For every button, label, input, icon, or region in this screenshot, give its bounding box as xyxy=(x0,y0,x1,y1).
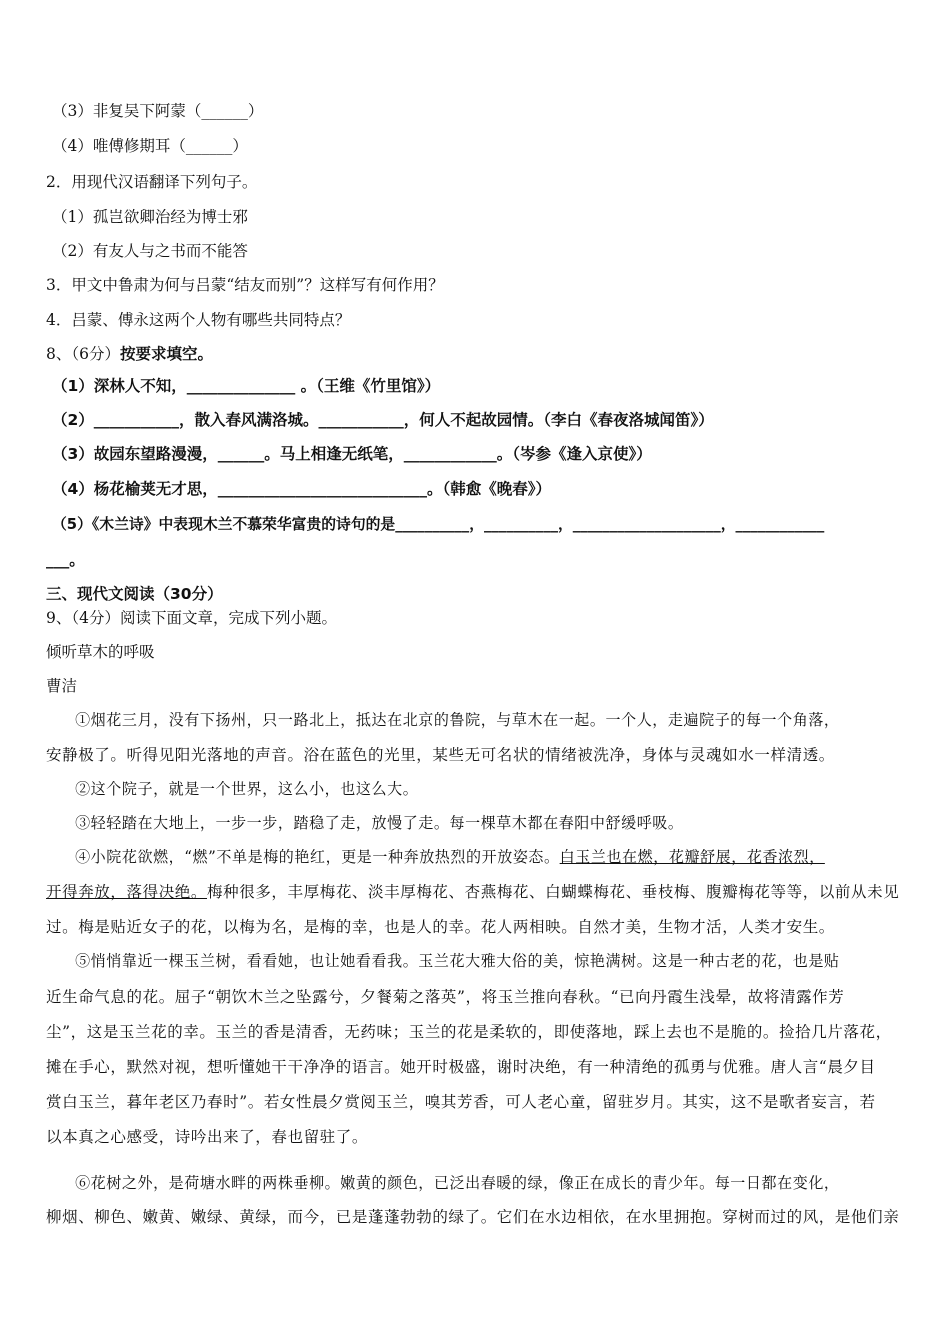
q8-number: 8、（6分） xyxy=(46,345,120,363)
para-5-line-4: 摊在手心，默然对视，想听懂她干干净净的语言。她开时极盛，谢时决绝，有一种清绝的孤勇与优雅。唐人言“晨夕目 xyxy=(46,1058,876,1076)
q7-item-4: （4）唯傅修期耳（______） xyxy=(52,137,248,155)
para-4-line-2 xyxy=(46,881,906,903)
q8-item-3: （3）故园东望路漫漫，______。马上相逢无纸笔，____________。（岑参《逢入京使》） xyxy=(52,445,652,463)
q7-sub3: 3．甲文中鲁肃为何与吕蒙“结友而别”？这样写有何作用？ xyxy=(46,276,444,294)
para-5-line-6: 以本真之心感受，诗吟出来了，春也留驻了。 xyxy=(46,1128,369,1146)
para-6-line-2: 柳烟、柳色、嫩黄、嫩绿、黄绿，而今，已是蓬蓬勃勃的绿了。它们在水边相依，在水里拥抱。穿树而过的风，是他们亲 xyxy=(46,1208,900,1226)
para-2: ②这个院子，就是一个世界，这么小，也这么大。 xyxy=(75,780,419,798)
article-title: 倾听草木的呼吸 xyxy=(46,643,155,661)
para-4-underlined-cont: 开得奔放，落得决绝。 xyxy=(46,883,208,901)
para-4-line-1 xyxy=(46,846,908,868)
q8-item-5-cont: ___。 xyxy=(46,551,85,569)
para-5-line-3: 尘”，这是玉兰花的幸。玉兰的香是清香，无药味；玉兰的花是柔软的，即使落地，踩上去也不是脆的。捡拾几片落花， xyxy=(46,1023,892,1041)
para-5-line-2: 近生命气息的花。屈子“朝饮木兰之坠露兮，夕餐菊之落英”，将玉兰推向春秋。“已向丹霞生浅晕，故将清露作芳 xyxy=(46,988,845,1006)
para-4-text: ④小院花欲燃，“燃”不单是梅的艳红，更是一种奔放热烈的开放姿态。 xyxy=(75,848,560,866)
para-4-text-cont: 梅种很多，丰厚梅花、淡丰厚梅花、杏燕梅花、白蝴蝶梅花、垂枝梅、腹瓣梅花等等，以前从未见 xyxy=(207,883,900,901)
para-5-line-1: ⑤悄悄靠近一棵玉兰树，看看她，也让她看看我。玉兰花大雅大俗的美，惊艳满树。这是一种古老的花，也是贴 xyxy=(75,952,840,970)
q8-header xyxy=(46,343,213,365)
q7-item-3: （3）非复吴下阿蒙（______） xyxy=(52,102,264,120)
q8-item-2: （2）___________，散入春风满洛城。___________，何人不起故园情。（李白《春夜洛城闻笛》） xyxy=(52,411,714,429)
q7-sub2-item-1: （1）孤岂欲卿治经为博士邪 xyxy=(52,208,248,226)
q8-item-4: （4）杨花榆荚无才思，___________________________。（韩愈《晚春》） xyxy=(52,480,552,498)
para-6-line-1: ⑥花树之外，是荷塘水畔的两株垂柳。嫩黄的颜色，已泛出春暖的绿，像正在成长的青少年。每一日都在变化， xyxy=(75,1174,840,1192)
q7-sub2-item-2: （2）有友人与之书而不能答 xyxy=(52,242,248,260)
para-4-line-3: 过。梅是贴近女子的花，以梅为名，是梅的幸，也是人的幸。花人两相映。自然才美，生物才活，人类才安生。 xyxy=(46,918,835,936)
q7-sub4: 4．吕蒙、傅永这两个人物有哪些共同特点？ xyxy=(46,311,351,329)
q8-item-1: （1）深林人不知，______________ 。（王维《竹里馆》） xyxy=(52,377,441,395)
article-author: 曹洁 xyxy=(46,677,78,695)
q7-sub2-title: 2．用现代汉语翻译下列句子。 xyxy=(46,173,258,191)
q8-item-5: （5）《木兰诗》中表现木兰不慕荣华富贵的诗句的是__________，__________，____________________，____________ xyxy=(52,516,825,533)
para-1-line-1: ①烟花三月，没有下扬州，只一路北上，抵达在北京的鲁院，与草木在一起。一个人，走遍院子的每一个角落， xyxy=(75,711,840,729)
para-1-line-2: 安静极了。听得见阳光落地的声音。浴在蓝色的光里，某些无可名状的情绪被洗净，身体与灵魂如水一样清透。 xyxy=(46,746,835,764)
q8-instruction: 按要求填空。 xyxy=(119,345,213,363)
para-5-line-5: 赏白玉兰，暮年老区乃春时”。若女性晨夕赏阅玉兰，嗅其芳香，可人老心童，留驻岁月。其实，这不是歌者妄言，若 xyxy=(46,1093,876,1111)
section-title: 三、现代文阅读（30分） xyxy=(46,585,223,603)
para-4-underlined: 白玉兰也在燃，花瓣舒展，花香浓烈， xyxy=(559,848,825,866)
para-3: ③轻轻踏在大地上，一步一步，踏稳了走，放慢了走。每一棵草木都在春阳中舒缓呼吸。 xyxy=(75,814,684,832)
q9-instruction: 9、（4分）阅读下面文章，完成下列小题。 xyxy=(46,609,337,627)
